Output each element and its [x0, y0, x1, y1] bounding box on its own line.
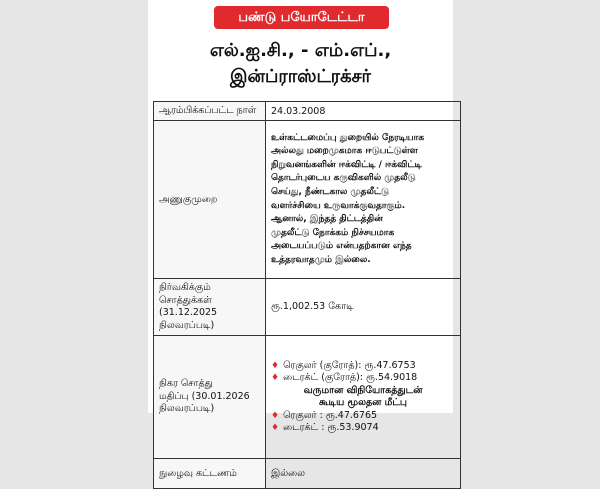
diamond-bullet-icon: ♦: [271, 373, 280, 383]
aum-label: [154, 279, 266, 336]
nav-label-line: நிகர சொத்து: [159, 378, 213, 390]
fund-profile-card: [148, 0, 453, 479]
list-item: [271, 372, 455, 385]
table-row-nav: [154, 336, 461, 459]
nav-label-line: நிலவரப்படி): [159, 403, 215, 415]
start-date-value: 24.03.2008: [266, 102, 461, 121]
idcw-heading-line: கூடிய மூலதன மீட்பு: [319, 397, 407, 408]
diamond-bullet-icon: ♦: [271, 423, 280, 433]
approach-line: நிறுவனங்களின் ஈக்விட்டி / ஈக்விட்டி: [271, 159, 422, 170]
fund-details-table: [153, 101, 461, 489]
approach-label: அணுகுமுறை: [154, 121, 266, 279]
approach-line: செய்து, நீண்டகால முதலீட்டு: [271, 186, 390, 197]
fund-name-line2: இன்ப்ராஸ்ட்ரக்சர்: [230, 66, 371, 87]
idcw-heading-line: வருமான விநியோகத்துடன்: [303, 384, 423, 396]
approach-value: [266, 121, 461, 279]
nav-regular-growth: ரெகுலர் (குரோத்): ரூ.47.6753: [283, 359, 416, 371]
list-item: [271, 422, 455, 435]
nav-value: [266, 336, 461, 459]
table-row-start-date: [154, 102, 461, 121]
approach-line: உத்தரவாதமும் இல்லை.: [271, 254, 371, 265]
diamond-bullet-icon: ♦: [271, 360, 280, 371]
table-row-approach: [154, 121, 461, 279]
approach-line: முதலீட்டு நோக்கம் நிச்சயமாக: [271, 227, 395, 238]
table-row-aum: [154, 279, 461, 336]
fund-name-line1: எல்.ஐ.சி., - எம்.எப்.,: [209, 40, 392, 61]
approach-line: ஆனால், இந்தத் திட்டத்தின்: [271, 214, 383, 225]
aum-label-line: நிர்வகிக்கும் சொத்துக்கள்: [159, 282, 212, 306]
nav-label: [154, 336, 266, 459]
approach-line: உள்கட்டமைப்பு துறையில் நேரடியாக: [271, 132, 425, 143]
aum-label-date: (31.12.2025 நிலவரப்படி): [159, 307, 218, 331]
approach-line: தொடர்புடைய கருவிகளில் முதலீடு: [271, 173, 416, 184]
start-date-label: ஆரம்பிக்கப்பட்ட நாள்: [154, 102, 266, 121]
table-row-entry-load: [154, 459, 461, 489]
approach-line: வளர்ச்சியை உருவாக்குவதாகும்.: [271, 200, 406, 211]
entry-load-label: நுழைவு கட்டணம்: [154, 459, 266, 489]
section-banner: பண்டு பயோடேட்டா: [214, 6, 389, 29]
nav-label-line: மதிப்பு (30.01.2026: [159, 390, 250, 402]
aum-value: ரூ.1,002.53 கோடி: [266, 279, 461, 336]
nav-regular-idcw: ரெகுலர் : ரூ.47.6765: [283, 409, 378, 421]
list-item: [271, 360, 455, 373]
list-item: [271, 410, 455, 423]
nav-direct-idcw: டைரக்ட் : ரூ.53.9074: [283, 422, 379, 433]
approach-line: அல்லது மறைமுகமாக ஈடுபட்டுள்ள: [271, 146, 418, 157]
entry-load-value: இல்லை: [266, 459, 461, 489]
approach-line: அடையப்படும் என்பதற்கான எந்த: [271, 241, 412, 252]
diamond-bullet-icon: ♦: [271, 410, 280, 421]
nav-direct-growth: டைரக்ட் (குரோத்): ரூ.54.9018: [283, 372, 418, 383]
